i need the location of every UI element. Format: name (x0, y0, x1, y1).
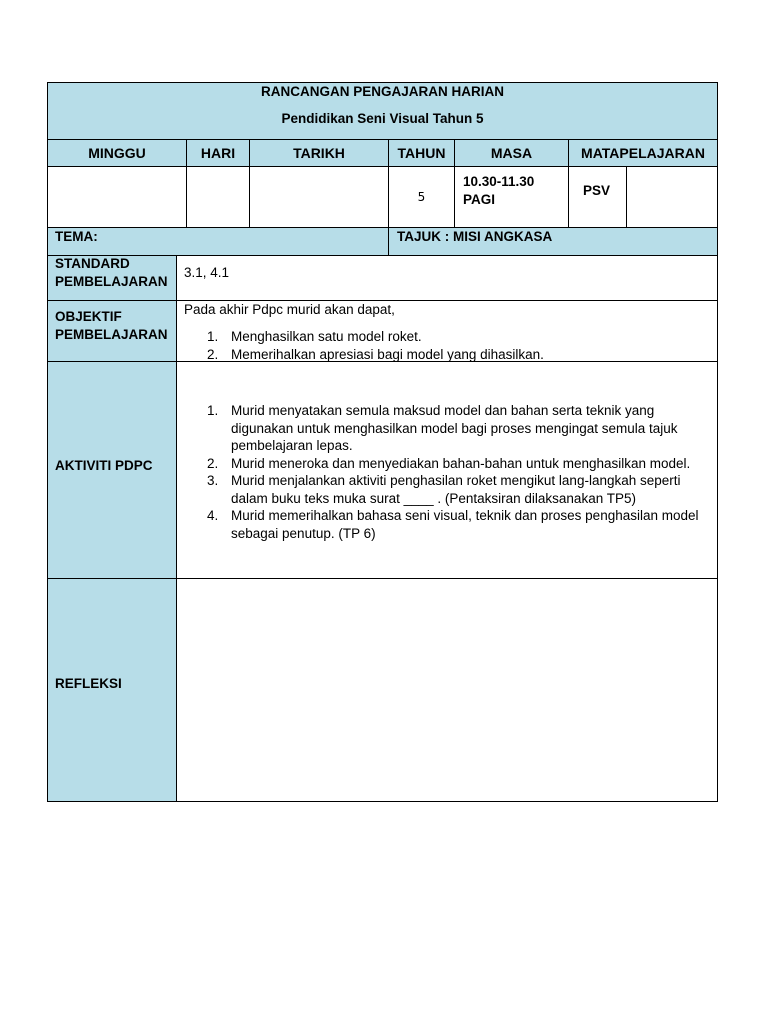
list-item-number: 3. (207, 473, 219, 488)
document-subtitle: Pendidikan Seni Visual Tahun 5 (281, 111, 484, 126)
objektif-value-cell (176, 300, 718, 362)
list-item-text: Murid meneroka dan menyediakan bahan-bahan untuk menghasilkan model. (231, 455, 691, 471)
list-item-number: 2. (207, 346, 219, 362)
tema-cell (47, 227, 389, 256)
list-item-number: 2. (207, 455, 219, 471)
masa-value-time: 10.30-11.30 (463, 174, 535, 189)
list-item-text: Menghasilkan satu model roket. (231, 329, 422, 344)
objektif-intro: Pada akhir Pdpc murid akan dapat, (184, 302, 395, 317)
refleksi-label: REFLEKSI (55, 676, 122, 691)
objektif-label-line2: PEMBELAJARAN (55, 327, 168, 342)
refleksi-label-cell (47, 578, 177, 802)
list-item-number: 4. (207, 508, 219, 523)
extra-value (626, 166, 718, 228)
objektif-label-line1: OBJEKTIF (55, 309, 122, 324)
column-header-tahun: TAHUN (388, 139, 455, 167)
list-item-text: Murid menyatakan semula maksud model dan bahan serta teknik yang digunakan untuk menghasilkan model bagi proses mengingat semula tajuk pembelajaran lepas. (231, 403, 678, 453)
tema-label: TEMA: (55, 229, 98, 244)
column-header-hari: HARI (186, 139, 250, 167)
tahun-value-cell (388, 166, 455, 228)
standard-label-line1: STANDARD (55, 256, 130, 271)
column-header-masa: MASA (454, 139, 569, 167)
column-header-matapelajaran: MATAPELAJARAN (568, 139, 718, 167)
matapelajaran-value-cell (568, 166, 627, 228)
refleksi-value (176, 578, 718, 802)
list-item (184, 472, 712, 507)
list-item (184, 507, 712, 542)
list-item-text: Memerihalkan apresiasi bagi model yang dihasilkan. (231, 346, 544, 362)
list-item (184, 402, 712, 455)
standard-label-line2: PEMBELAJARAN (55, 274, 168, 289)
tajuk-label: TAJUK : MISI ANGKASA (397, 229, 553, 244)
list-item-text: Murid memerihalkan bahasa seni visual, teknik dan proses penghasilan model sebagai penutup. (TP 6) (231, 508, 699, 541)
list-item-text: Murid menjalankan aktiviti penghasilan roket mengikut lang-langkah seperti dalam buku teks muka surat ____ . (Pentaksiran dilaksanakan TP5) (231, 473, 681, 506)
title-block (47, 82, 718, 140)
column-header-minggu: MINGGU (47, 139, 187, 167)
standard-value: 3.1, 4.1 (184, 265, 230, 280)
list-item (184, 455, 712, 473)
standard-value-cell (176, 255, 718, 301)
tajuk-cell (388, 227, 718, 256)
aktiviti-list (184, 402, 712, 542)
document-title: RANCANGAN PENGAJARAN HARIAN (260, 84, 504, 99)
masa-value-cell (454, 166, 569, 228)
objektif-label-cell (47, 300, 177, 362)
column-header-tarikh: TARIKH (249, 139, 389, 167)
masa-value-period: PAGI (463, 192, 496, 207)
list-item (184, 328, 704, 346)
objektif-list (184, 328, 704, 363)
tahun-value: 5 (417, 190, 426, 204)
aktiviti-label: AKTIVITI PDPC (55, 458, 153, 473)
hari-value (186, 166, 250, 228)
list-item-number: 1. (207, 403, 219, 418)
tarikh-value (249, 166, 389, 228)
aktiviti-label-cell (47, 361, 177, 579)
matapelajaran-value: PSV (583, 183, 611, 198)
standard-label-cell (47, 255, 177, 301)
aktiviti-value-cell (176, 361, 718, 579)
list-item-number: 1. (207, 329, 219, 344)
minggu-value (47, 166, 187, 228)
